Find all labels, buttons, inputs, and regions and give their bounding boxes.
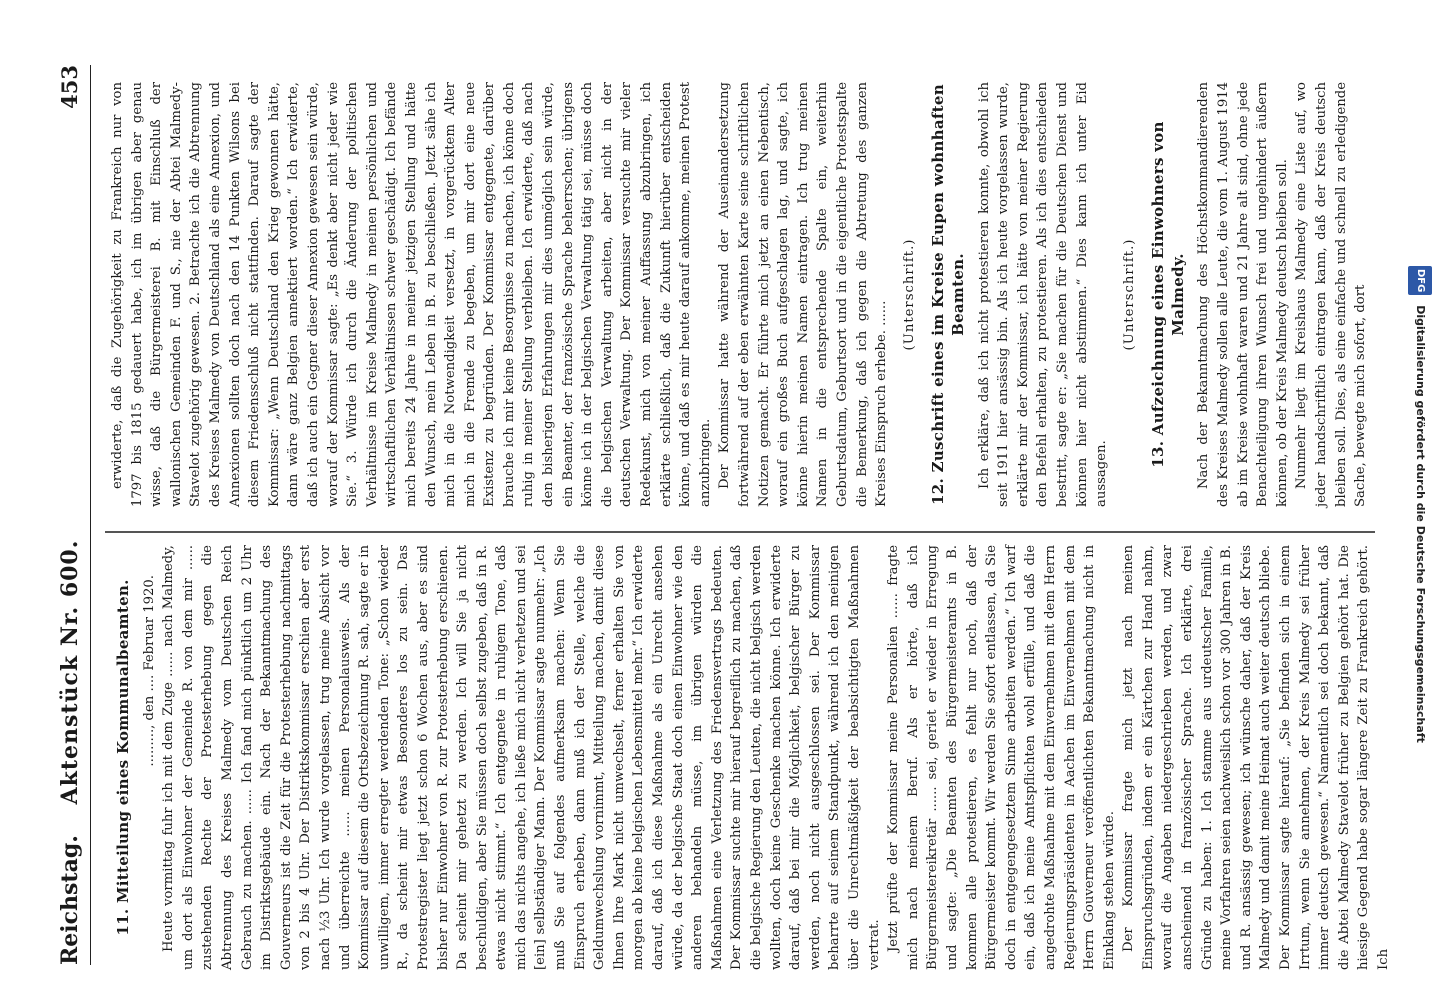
section-11-title: 11. Mitteilung eines Kommunalbeamten. bbox=[114, 579, 132, 936]
page-number: 453 bbox=[57, 65, 82, 109]
section-11-paragraph-5: Der Kommissar hatte während der Auseinandersetzung fortwährend auf der eben erwähnten Karte seine schriftlichen Notizen gemacht. Er führte mich jetzt an einen Nebentisch, worauf ein großes Buch aufgeschlagen lag, und sagte, ich könne hierin meinen Namen eintragen. Ich trug meinen Namen in die entsprechende Spalte ein, weiterhin Geburtsdatum, Geburtsort und in die eigentliche Protestspalte die Bemerkung, daß ich gegen die Abtretung des ganzen Kreises Einspruch erhebe. ...... bbox=[717, 82, 890, 507]
right-column bbox=[108, 82, 1371, 507]
section-11-dateline: ........., den .... Februar 1920. bbox=[141, 575, 157, 767]
section-13-paragraph-1: Nach der Bekanntmachung des Höchstkommandierenden des Kreises Malmedy sollen alle Leute, die vom 1. August 1914 ab im Kreise wohnhaft waren und 21 Jahre alt sind, ohne jede Benachteiligung ihren Wunsch frei und ungehindert äußern können, ob der Kreis Malmedy deutsch bleiben soll. bbox=[1196, 82, 1290, 507]
dfg-logo-icon: DFG bbox=[1408, 266, 1432, 295]
section-13-paragraph-2: Nunmehr liegt im Kreishaus Malmedy eine Liste auf, wo jeder handschriftlich eintragen kann, daß der Kreis deutsch bleiben soll. Dies, als eine einfache und schnell zu erledigende Sache, bewegte mich sofort, dort bbox=[1294, 82, 1369, 507]
signature-note-2: (Unterschrift.) bbox=[1121, 238, 1137, 351]
section-12-paragraph-1: Ich erkläre, daß ich nicht protestieren konnte, obwohl ich seit 1911 hier ansässig bin. Als ich heute vorgelassen wurde, erklärte mir der Kommissar, ich hätte von meiner Regierung den Befehl erhalten, zu protestieren. Als ich dies entschieden bestritt, sagte er: „Sie machen für die Deutschen Dienst und können hier nicht abstimmen.“ Dies kann ich unter Eid aussagen. bbox=[976, 82, 1110, 507]
header-document-number: Aktenstück Nr. 600. bbox=[57, 539, 83, 805]
document-page bbox=[50, 25, 1390, 985]
header-title bbox=[50, 540, 90, 965]
section-12-title: 12. Zuschrift eines im Kreise Eupen wohnhaften Beamten. bbox=[929, 84, 967, 505]
header-left: Reichstag. bbox=[57, 835, 83, 965]
credit-text: Digitalisierung gefördert durch die Deutsche Forschungsgemeinschaft bbox=[1414, 304, 1427, 743]
column-divider bbox=[105, 532, 1375, 534]
section-11-paragraph-4: erwiderte, daß die Zugehörigkeit zu Frankreich nur von 1797 bis 1815 gedauert habe, ich im übrigen aber genau wisse, daß die Bürgermeisterei B. mit Einschluß der wallonischen Gemeinden F. und S., nie der Abtei Malmedy-Stavelot zugehörig gewesen. 2. Betrachte ich die Abtrennung des Kreises Malmedy von Deutschland als eine Annexion, und Annexionen sollten doch nach den 14 Punkten Wilsons bei diesem Friedensschluß nicht stattfinden. Darauf sagte der Kommissar: „Wenn Deutschland den Krieg gewonnen hätte, dann wäre ganz Belgien annektiert worden.“ Ich erwiderte, daß ich auch ein Gegner dieser Annexion gewesen sein würde, worauf der Kommissar sagte: „Es denkt aber nicht jeder wie Sie.“ 3. Würde ich durch die Änderung der politischen Verhältnisse im Kreise Malmedy in meinen persönlichen und wirtschaftlichen Verhältnissen schwer geschädigt. Ich befände mich bereits 24 Jahre in meiner jetzigen Stellung und hätte den Wunsch, mein Leben in B. zu beschließen. Jetzt sähe ich mich in die Notwendigkeit versetzt, in vorgerücktem Alter mich in die Fremde zu begeben, um mir dort eine neue Existenz zu begründen. Der Kommissar entgegnete, darüber brauche ich mir keine Besorgnisse zu machen, ich könne doch ruhig in meiner Stellung verbleiben. Ich erwiderte, daß nach den bisherigen Erfahrungen mir dies unmöglich sein würde, ein Beamter, der französische Sprache beherrschen; übrigens könne ich in der belgischen Verwaltung tätig sei, müsse doch die belgischen Verwaltung arbeiten, aber nicht in der deutschen Verwaltung. Der Kommissar versuchte mir vieler Redekunst, mich von meiner Auffassung abzubringen, ich erklärte schließlich, daß die Zukunft hierüber entscheiden könne, und daß es mir heute darauf ankomme, meinen Protest anzubringen. bbox=[110, 82, 713, 507]
running-header bbox=[50, 65, 91, 965]
section-13-title: 13. Aufzeichnung eines Einwohners von Malmedy. bbox=[1149, 121, 1187, 468]
signature-note-1: (Unterschrift.) bbox=[901, 238, 917, 351]
section-11-paragraph-2: Jetzt prüfte der Kommissar meine Personalien ...... fragte mich nach meinem Beruf. Als er hörte, daß ich Bürgermeistereikretär ...... sei, geriet er wieder in Erregung und sagte: „Die Beamten des Bürgermeisteramts in B. kommen alle protestieren, es fehlt nur noch, daß der Bürgermeister kommt. Wir werden Sie sofort entlassen, da Sie doch in entgegengesetztem Sinne arbeiten werden.“ Ich warf ein, daß ich meine Amtspflichten wohl erfülle, und daß die angedrohte Maßnahme mit dem Einvernehmen mit dem Herrn Regierungspräsidenten in Aachen im Einvernehmen mit dem Herrn Gouverneur veröffentlichten Bekanntmachung nicht in Einklang stehen würde. bbox=[886, 545, 1117, 970]
section-11-paragraph-3: Der Kommissar fragte mich jetzt nach meinen Einspruchsgründen, indem er ein Kärtchen zur Hand nahm, worauf die Angaben niedergeschrieben werden, und zwar anscheinend in französischer Sprache. Ich erklärte, drei Gründe zu haben: 1. Ich stamme aus urdeutscher Familie, meine Vorfahren seien nachweislich schon vor 300 Jahren in B. und R. ansässig gewesen; ich wünsche daher, daß der Kreis Malmedy und damit meine Heimat auch weiter deutsch bliebe. Der Kommissar sagte hierauf: „Sie befinden sich in einem Irrtum, wenn Sie annehmen, der Kreis Malmedy sei früher immer deutsch gewesen.“ Namentlich sei doch bekannt, daß die Abtei Malmedy Stavelot früher zu Belgien gehört hat. Die hiesige Gegend habe sogar längere Zeit zu Frankreich gehört. Ich bbox=[1121, 545, 1391, 970]
left-column bbox=[108, 545, 1394, 970]
section-11-paragraph-1: Heute vormittag fuhr ich mit dem Zuge ...... nach Malmedy, um dort als Einwohner der Gemeinde R. von dem mir ...... zustehenden Rechte der Protesterhebung gegen die Abtrennung des Kreises Malmedy vom Deutschen Reich Gebrauch zu machen. ...... Ich fand mich pünktlich um 2 Uhr im Distriktsgebäude ein. Nach der Bekanntmachung des Gouverneurs ist die Zeit für die Protesterhebung nachmittags von 2 bis 4 Uhr. Der Distriktskommissar erschien aber erst nach ½3 Uhr. Ich wurde vorgelassen, trug meine Absicht vor und überreichte ...... meinen Personalausweis. Als der Kommissar auf diesem die Ortsbezeichnung R. sah, sagte er in unwilligem, immer erregter werdenden Tone: „Schon wieder R., da scheint mir etwas Besonderes los zu sein. Das Protestregister liegt jetzt schon 6 Wochen aus, aber es sind bisher nur Einwohner von R. zur Protesterhebung erschienen. Da scheint mir gehetzt zu werden. Ich will Sie ja nicht beschuldigen, aber Sie müssen doch selbst zugeben, daß in R. etwas nicht stimmt.“ Ich entgegnete in ruhigem Tone, daß mich das nichts angehe, ich ließe mich nicht verhetzen und sei [ein] selbständiger Mann. Der Kommissar sagte nunmehr: „Ich muß Sie auf folgendes aufmerksam machen: Wenn Sie Einspruch erheben, dann muß ich der Stelle, welche die Geldumwechslung vornimmt, Mitteilung machen, damit diese Ihnen Ihre Mark nicht umwechselt, ferner erhalten Sie von morgen ab keine belgischen Lebensmittel mehr.“ Ich erwiderte darauf, daß ich diese Maßnahme als ein Unrecht ansehen würde, da der belgische Staat doch einen Einwohner wie den anderen behandeln müsse, im übrigen würden die Maßnahmen eine Verletzung des Friedensvertrags bedeuten. Der Kommissar suchte mir hierauf begreiflich zu machen, daß die belgische Regierung den Leuten, die nicht belgisch werden wollten, doch keine Geschenke machen könne. Ich erwiderte darauf, daß bei mir die Möglichkeit, belgischer Bürger zu werden, noch nicht ausgeschlossen sei. Der Kommissar beharrte auf seinem Standpunkt, während ich den meinigen über die Unrechtmäßigkeit der beabsichtigten Maßnahmen vertrat. bbox=[161, 545, 882, 970]
digitization-credit bbox=[1408, 8, 1432, 1000]
